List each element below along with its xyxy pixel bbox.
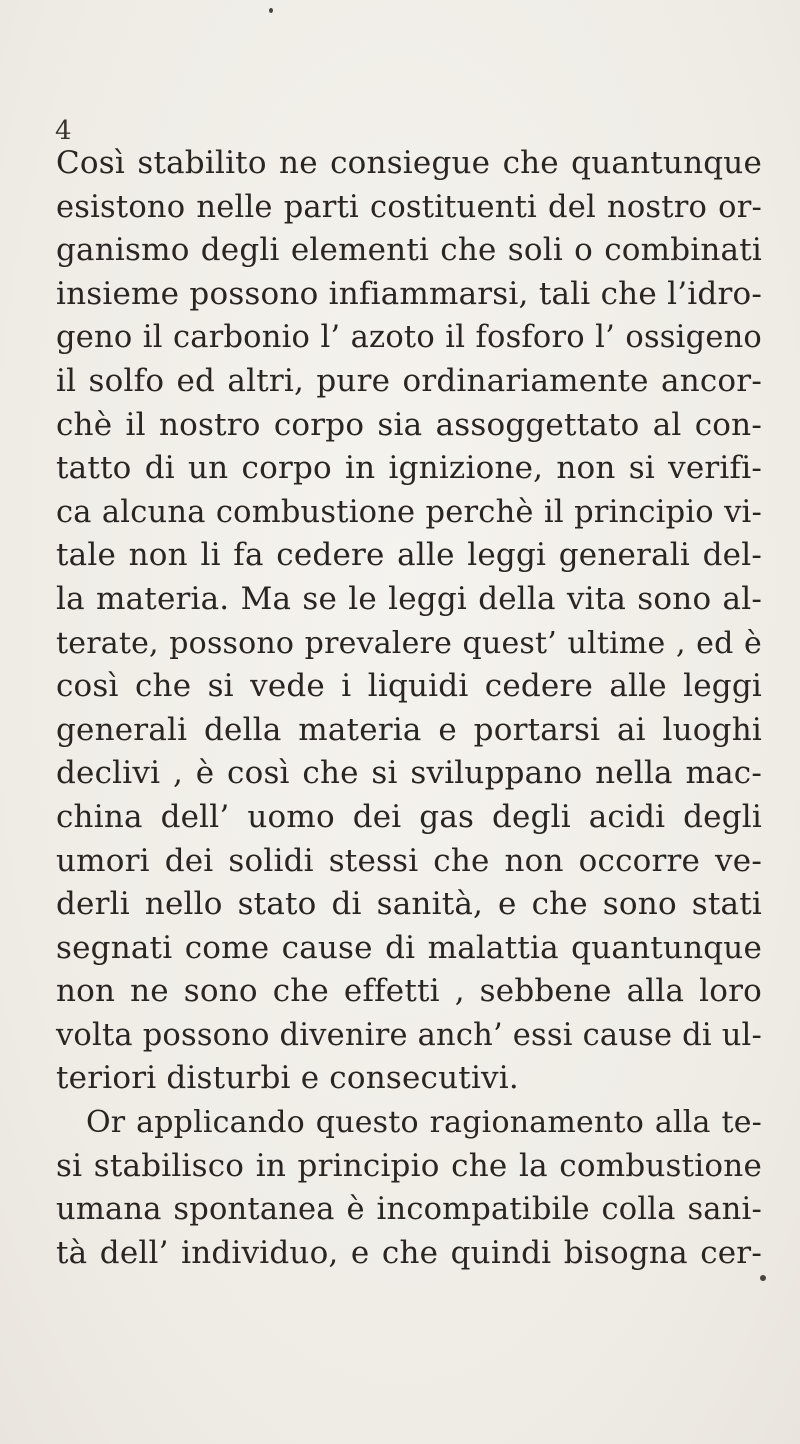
text-line: terate, possono prevalere quest’ ultime , ed è bbox=[56, 625, 762, 661]
text-line: Or applicando questo ragionamento alla te- bbox=[86, 1105, 762, 1141]
paragraph-2 bbox=[56, 1101, 762, 1275]
text-line: esistono nelle parti costituenti del nostro or- bbox=[56, 189, 762, 225]
ink-speck bbox=[269, 8, 273, 13]
text-line: china dell’ uomo dei gas degli acidi degli bbox=[56, 798, 762, 835]
text-line: tatto di un corpo in ignizione, non si verifi- bbox=[56, 450, 762, 487]
body-text bbox=[56, 142, 762, 1275]
text-line: ca alcuna combustione perchè il principio vi- bbox=[56, 494, 762, 530]
text-line: non ne sono che effetti , sebbene alla loro bbox=[56, 973, 762, 1010]
text-line: geno il carbonio l’ azoto il fosforo l’ ossigeno bbox=[56, 320, 762, 356]
paragraph-1 bbox=[56, 142, 762, 1101]
text-line: insieme possono infiammarsi, tali che l’idro- bbox=[56, 275, 762, 312]
text-line: la materia. Ma se le leggi della vita sono al- bbox=[56, 580, 762, 617]
text-line: umana spontanea è incompatibile colla sani- bbox=[56, 1192, 762, 1228]
text-line: si stabilisco in principio che la combustione bbox=[56, 1147, 762, 1184]
text-line: tale non li fa cedere alle leggi generali del- bbox=[56, 537, 762, 574]
ink-speck bbox=[760, 1275, 766, 1281]
text-line: volta possono divenire anch’ essi cause di ul- bbox=[56, 1017, 762, 1053]
text-line: generali della materia e portarsi ai luoghi bbox=[56, 711, 762, 748]
page-number: 4 bbox=[55, 116, 72, 146]
text-line: declivi , è così che si sviluppano nella mac- bbox=[56, 755, 762, 792]
text-line: teriori disturbi e consecutivi. bbox=[56, 1060, 519, 1097]
text-line: ganismo degli elementi che soli o combinati bbox=[56, 232, 762, 269]
text-line: umori dei solidi stessi che non occorre ve- bbox=[56, 842, 762, 879]
text-line: così che si vede i liquidi cedere alle leggi bbox=[56, 668, 762, 705]
text-line: chè il nostro corpo sia assoggettato al con- bbox=[56, 406, 762, 443]
text-line: derli nello stato di sanità, e che sono stati bbox=[56, 886, 762, 923]
text-line: segnati come cause di malattia quantunque bbox=[56, 929, 762, 966]
text-line: Così stabilito ne consiegue che quantunque bbox=[56, 145, 762, 181]
text-line: tà dell’ individuo, e che quindi bisogna cer- bbox=[56, 1234, 762, 1271]
text-line: il solfo ed altri, pure ordinariamente ancor- bbox=[56, 362, 762, 399]
